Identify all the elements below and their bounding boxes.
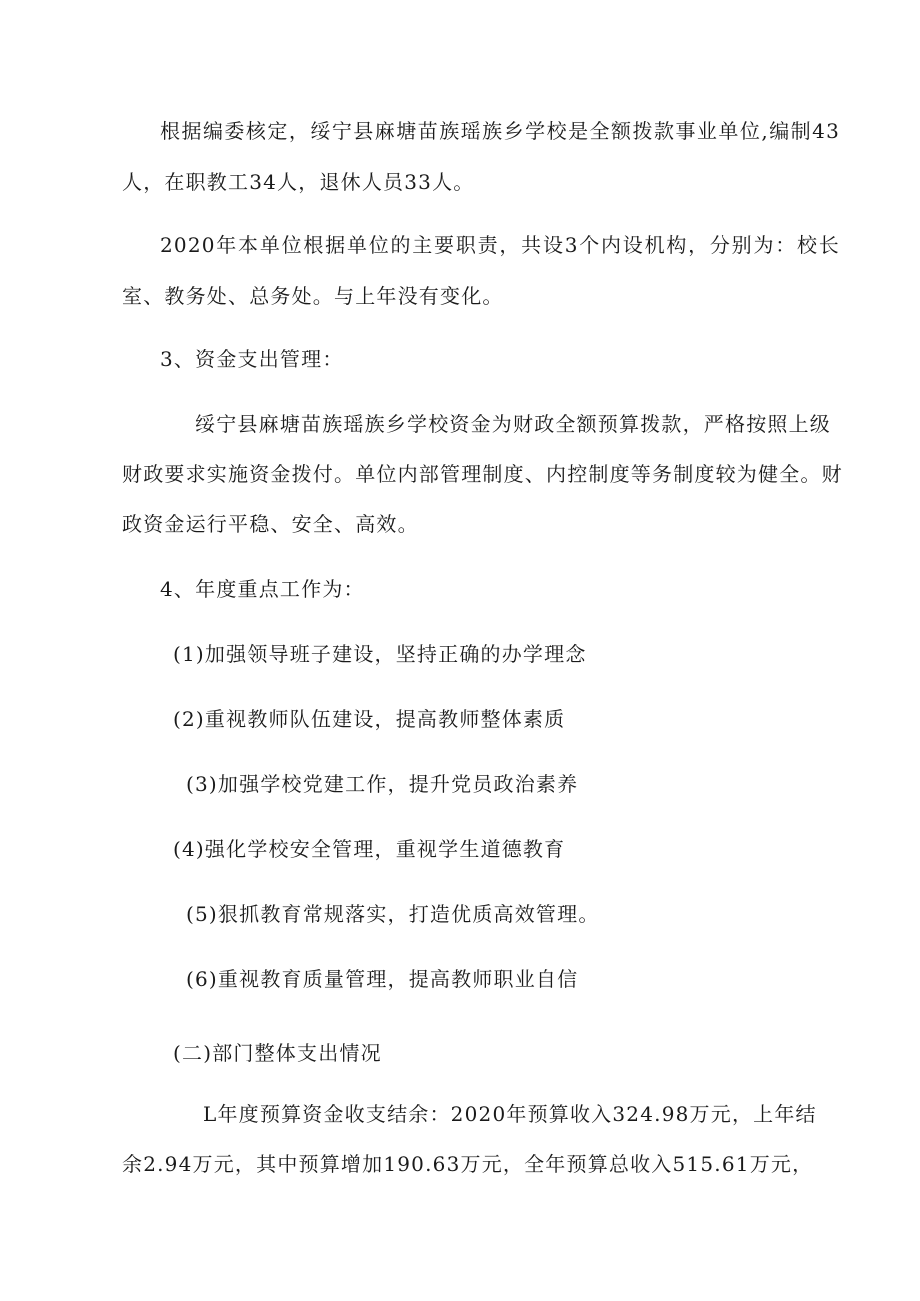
heading-fund-management: 3、资金支出管理： — [160, 347, 344, 371]
heading-section-two: (二)部门整体支出情况 — [173, 1041, 382, 1065]
list-item-1: (1)加强领导班子建设，坚持正确的办学理念 — [173, 642, 587, 666]
paragraph-staffing-line-2: 人，在职教工34人，退休人员33人。 — [122, 170, 475, 194]
paragraph-departments-line-1: 2020年本单位根据单位的主要职责，共设3个内设机构，分别为：校长 — [160, 233, 840, 257]
paragraph-budget-line-1: L年度预算资金收支结余：2020年预算收入324.98万元，上年结 — [203, 1102, 817, 1126]
list-item-5: (5)狠抓教育常规落实，打造优质高效管理。 — [186, 902, 600, 926]
paragraph-fund-line-2: 财政要求实施资金拨付。单位内部管理制度、内控制度等务制度较为健全。财 — [122, 462, 843, 486]
list-item-2: (2)重视教师队伍建设，提高教师整体素质 — [173, 707, 566, 731]
paragraph-fund-line-3: 政资金运行平稳、安全、高效。 — [122, 512, 419, 536]
list-item-4: (4)强化学校安全管理，重视学生道德教育 — [173, 837, 566, 861]
list-item-3: (3)加强学校党建工作，提升党员政治素养 — [186, 772, 579, 796]
heading-annual-work: 4、年度重点工作为： — [160, 577, 365, 601]
paragraph-budget-line-2: 余2.94万元，其中预算增加190.63万元，全年预算总收入515.61万元， — [122, 1152, 814, 1176]
paragraph-departments-line-2: 室、教务处、总务处。与上年没有变化。 — [122, 284, 504, 308]
list-item-6: (6)重视教育质量管理，提高教师职业自信 — [186, 967, 579, 991]
paragraph-fund-line-1: 绥宁县麻塘苗族瑶族乡学校资金为财政全额预算拨款，严格按照上级 — [195, 412, 831, 436]
paragraph-staffing-line-1: 根据编委核定，绥宁县麻塘苗族瑶族乡学校是全额拨款事业单位,编制43 — [160, 119, 840, 143]
